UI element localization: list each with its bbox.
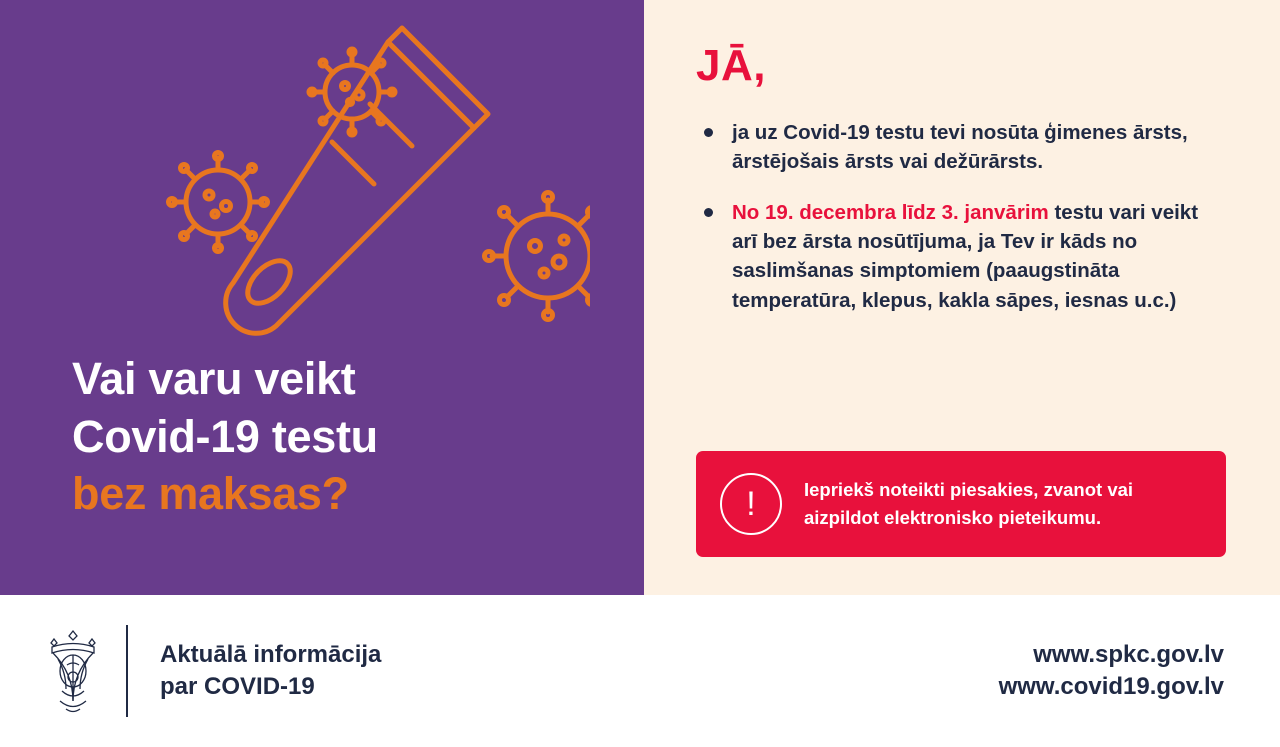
latvia-coat-of-arms-icon xyxy=(40,625,106,717)
footer-title xyxy=(160,639,381,702)
title-line-1: Vai varu veikt xyxy=(72,353,356,405)
exclamation-circle-icon: ! xyxy=(720,473,782,535)
answer-heading: JĀ, xyxy=(696,41,766,90)
footer xyxy=(0,595,1280,747)
list-item xyxy=(702,198,1224,314)
test-tube-swab-and-virus-icons xyxy=(70,20,590,340)
footer-title-line-2: par COVID-19 xyxy=(160,673,315,700)
link-spkc[interactable]: www.spkc.gov.lv xyxy=(1033,641,1224,669)
notice-text: Iepriekš noteikti piesakies, zvanot vai aizpildot elektronisko pieteikumu. xyxy=(804,479,1134,528)
page-title xyxy=(72,350,592,523)
footer-links xyxy=(999,639,1224,702)
notice-banner xyxy=(696,451,1226,557)
right-panel xyxy=(644,0,1280,595)
footer-divider xyxy=(126,625,128,717)
link-covid19[interactable]: www.covid19.gov.lv xyxy=(998,673,1224,700)
title-line-2: Covid-19 testu xyxy=(72,410,378,462)
title-line-3: bez maksas? xyxy=(72,468,349,520)
bullet-highlight-2: No 19. decembra līdz 3. janvārim xyxy=(732,201,1049,225)
bullet-text-2: testu vari veikt arī bez ārsta nosūtījuma, ja Tev ir kāds no saslimšanas simptomiem (paaugstināta temperatūra, klepus, kakla sāpes, iesnas u.c.) xyxy=(732,201,1199,312)
left-panel xyxy=(0,0,644,595)
footer-title-line-1: Aktuālā informācija xyxy=(160,641,382,669)
list-item xyxy=(702,118,1224,176)
conditions-list xyxy=(702,118,1224,315)
bullet-text-1: ja uz Covid-19 testu tevi nosūta ģimenes ārsts, ārstējošais ārsts vai dežūrārsts. xyxy=(732,121,1188,174)
